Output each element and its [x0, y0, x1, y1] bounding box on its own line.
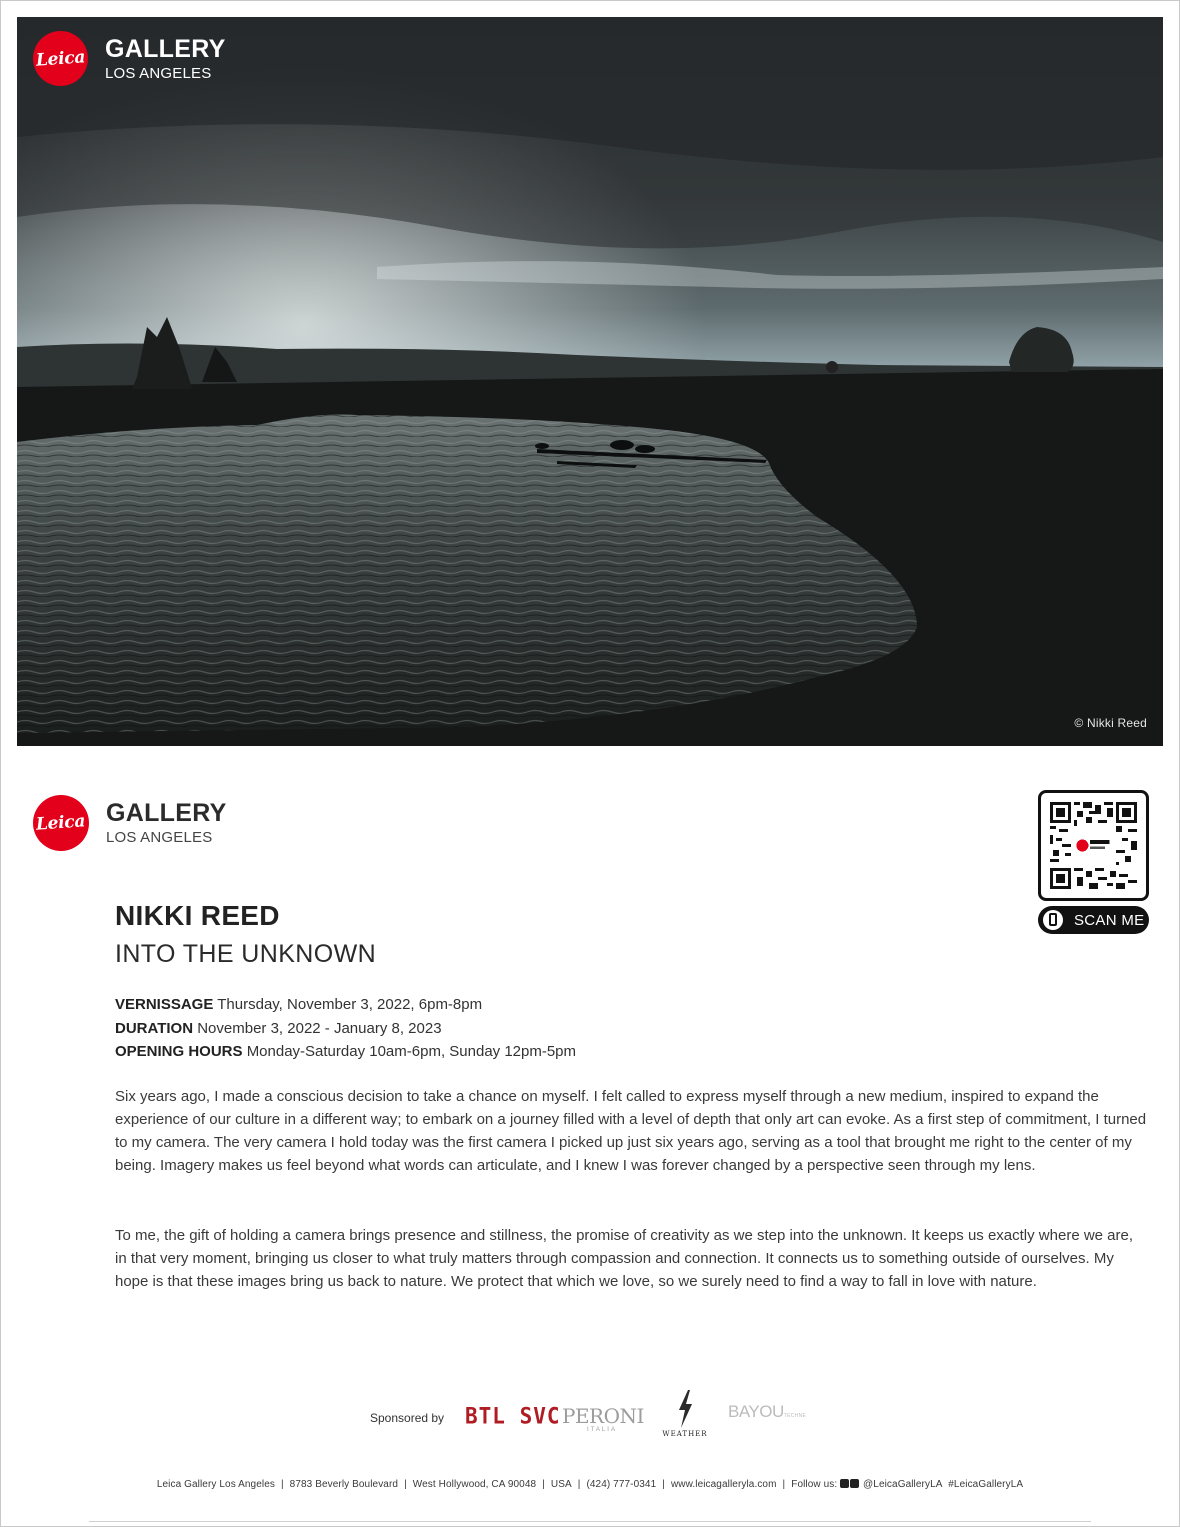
footer-website[interactable]: www.leicagalleryla.com: [670, 1479, 777, 1490]
footer-hashtag[interactable]: #LeicaGalleryLA: [948, 1479, 1024, 1490]
statement-paragraph-2: To me, the gift of holding a camera brings presence and stillness, the promise of creativity as we step into the unknown. It keeps us exactly where we are, in that very moment, bringing us closer to what truly matters through compassion and connection. It connects us to something outside of ourselves. My hope is that these images bring us back to nature. We protect that which we love, so we surely need to find a way to fall in love with nature.: [115, 1227, 1134, 1290]
logo-title: GALLERY: [105, 34, 226, 63]
vernissage-line: [115, 993, 576, 1017]
logo-subtitle: LOS ANGELES: [106, 829, 213, 846]
qr-code-image: [1050, 802, 1137, 889]
logo-title: GALLERY: [106, 799, 227, 827]
footer-city: West Hollywood, CA 90048: [412, 1479, 537, 1490]
artist-name: NIKKI REED: [115, 900, 280, 931]
vernissage-label: VERNISSAGE: [115, 996, 214, 1013]
footer-country: USA: [550, 1479, 572, 1490]
btl-svc-logo[interactable]: BTL SVC: [465, 1403, 561, 1429]
exhibition-title: INTO THE UNKNOWN: [115, 940, 377, 968]
instagram-icon[interactable]: [840, 1479, 849, 1488]
duration-value: November 3, 2022 - January 8, 2023: [197, 1019, 442, 1037]
hours-value: Monday-Saturday 10am-6pm, Sunday 12pm-5pm: [246, 1043, 577, 1060]
phone-icon: [1043, 910, 1063, 930]
footer-phone[interactable]: (424) 777-0341: [586, 1479, 657, 1490]
lightning-icon: [675, 1390, 695, 1428]
landscape-photo: [17, 17, 1163, 746]
weather-logo[interactable]: [658, 1390, 712, 1438]
hero-photo: [17, 17, 1163, 746]
leica-logo-badge: [33, 31, 88, 86]
footer-address: 8783 Beverly Boulevard: [289, 1479, 399, 1490]
scan-me-button[interactable]: [1038, 906, 1149, 934]
leica-wordmark: Leica: [35, 46, 86, 71]
exhibition-info: [115, 993, 576, 1064]
bottom-rule: [89, 1521, 1091, 1524]
facebook-icon[interactable]: [850, 1479, 859, 1488]
leica-logo-badge: [33, 795, 89, 851]
peroni-logo[interactable]: [562, 1404, 642, 1433]
footer-handle[interactable]: @LeicaGalleryLA: [863, 1479, 943, 1490]
photo-credit: © Nikki Reed: [1074, 716, 1147, 730]
bayou-wordmark: BAYOU: [728, 1402, 784, 1421]
logo-subtitle: LOS ANGELES: [105, 64, 212, 82]
statement-paragraph-1: Six years ago, I made a conscious decision to take a chance on myself. I felt called to express myself through a new medium, inspired to expand the experience of our culture in a different way; to embark on a journey filled with a level of depth that only art can evoke. As a first step of commitment, I turned to my camera. The very camera I hold today was the first camera I picked up just six years ago, serving as a tool that brought me right to the center of my being. Imagery makes us feel beyond what words can articulate, and I knew I was forever changed by a perspective seen through my lens.: [115, 1088, 1147, 1174]
scan-me-label: SCAN ME: [1074, 911, 1145, 929]
bayou-subtitle: TECHNE: [783, 1413, 807, 1419]
duration-label: DURATION: [115, 1019, 194, 1037]
sponsored-by-label: Sponsored by: [370, 1411, 445, 1425]
leica-wordmark: Leica: [35, 811, 87, 835]
hero-gallery-logo[interactable]: [33, 31, 226, 86]
sponsors-strip: [370, 1390, 830, 1440]
peroni-subtitle: ITALIA: [587, 1427, 617, 1433]
duration-line: [115, 1017, 576, 1041]
hours-line: [115, 1040, 576, 1064]
bayou-logo[interactable]: [728, 1402, 806, 1422]
hours-label: OPENING HOURS: [115, 1043, 243, 1060]
footer: Leica Gallery Los Angeles | 8783 Beverly Boulevard | West Hollywood, CA 90048 | USA | (424) 777-0341 | www.leicagalleryla.com | Follow us: @LeicaGalleryLA #LeicaGalleryLA: [156, 1479, 1024, 1490]
footer-follow-label: Follow us:: [791, 1479, 838, 1490]
qr-code[interactable]: [1038, 790, 1149, 901]
gallery-logo[interactable]: [33, 795, 227, 851]
footer-gallery-name: Leica Gallery Los Angeles: [156, 1479, 275, 1490]
weather-wordmark: WEATHER: [662, 1430, 708, 1438]
vernissage-value: Thursday, November 3, 2022, 6pm-8pm: [217, 996, 483, 1013]
peroni-wordmark: PERONI: [562, 1404, 644, 1428]
